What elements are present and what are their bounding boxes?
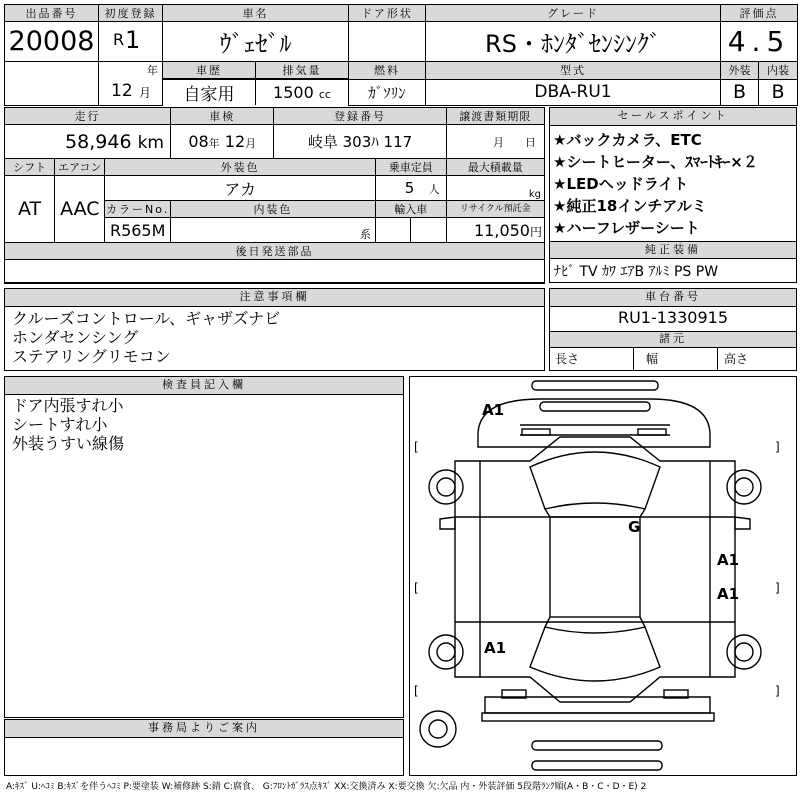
- spare-wheel: [420, 711, 456, 747]
- roof: [550, 517, 640, 617]
- year-num: 1: [125, 26, 141, 54]
- load-label: 最大積載量: [446, 159, 544, 176]
- wheel-front-left: [429, 470, 463, 504]
- month-num: 12: [111, 81, 133, 101]
- score-label: 評価点: [721, 5, 798, 22]
- transfer-label: 譲渡書類期限: [446, 108, 544, 125]
- sales-point-item: ★ハーフレザーシート: [553, 219, 700, 237]
- bracket: ]: [775, 581, 780, 595]
- history: 自家用: [163, 80, 256, 106]
- int-color-unit: 系: [170, 218, 375, 243]
- rear-bumper: [532, 741, 662, 750]
- interior-label: 内装: [759, 62, 798, 80]
- office-label: 事務局よりご案内: [5, 720, 403, 738]
- damage-mark: A1: [484, 639, 507, 657]
- width-label: 幅: [634, 348, 718, 370]
- notes-lines: [7, 309, 280, 366]
- reg-no-label: 登録番号: [274, 108, 446, 125]
- interior-grade: B: [759, 79, 798, 105]
- sales-points-list: [553, 129, 758, 239]
- mileage-cell: [5, 125, 171, 159]
- later-parts-label: 後日発送部品: [5, 243, 545, 260]
- spec-label: 諸元: [550, 331, 796, 348]
- recycle-cell: [446, 218, 544, 243]
- exterior-grade: B: [721, 79, 759, 105]
- model: DBA-RU1: [426, 79, 721, 105]
- header-table: [4, 4, 798, 106]
- mileage: 58,946: [65, 130, 132, 153]
- capacity-label: 乗車定員: [375, 159, 446, 176]
- import-cell: [375, 218, 446, 243]
- bracket: ]: [775, 684, 780, 698]
- transfer-month-unit: 月: [493, 135, 505, 149]
- sales-points-panel: [549, 107, 797, 283]
- sales-point-item: ★シートヒーター、ｽﾏｰﾄｷｰ×２: [553, 153, 758, 171]
- ac: AAC: [55, 176, 105, 243]
- displacement-label: 排気量: [256, 62, 349, 79]
- inspector-line: 外装うすい線傷: [12, 434, 125, 453]
- grade: RS・ﾎﾝﾀﾞｾﾝｼﾝｸﾞ: [426, 22, 721, 62]
- damage-mark: A1: [717, 551, 740, 569]
- vehicle-info-panel: [4, 107, 545, 283]
- bracket: [: [414, 440, 419, 454]
- later-parts-value: [5, 260, 545, 284]
- era: R: [113, 30, 125, 49]
- legend-text: A:ｷｽﾞ U:ﾍｺﾐ B:ｷｽﾞを伴うﾍｺﾐ P:要塗装 W:補修跡 S:錆 C:腐食、 G:ﾌﾛﾝﾄｶﾞﾗｽ点ｷｽﾞ XX:交換済み X:要交換 欠:欠品 内・外装評価 5段階ﾗﾝｸ順(A・B・C・D・E) 2: [6, 782, 647, 792]
- score: 4.5: [721, 22, 798, 62]
- insp-year: 08: [188, 132, 209, 151]
- damage-mark: A1: [717, 585, 740, 603]
- yen-unit: 円: [529, 224, 542, 239]
- month-cell: [99, 79, 163, 105]
- month-unit: 月: [139, 86, 152, 100]
- front-bumper-top: [532, 381, 658, 390]
- car-name: ｳﾞｪｾﾞﾙ: [163, 22, 349, 62]
- fuel: ｶﾞｿﾘﾝ: [349, 79, 426, 105]
- sales-point-item: ★バックカメラ、ETC: [553, 131, 702, 149]
- wheel-front-right: [727, 470, 761, 504]
- cc-unit: cc: [318, 88, 331, 101]
- year-unit: 年: [147, 64, 158, 77]
- transfer-cell: [446, 125, 544, 159]
- wheel-rear-right: [727, 635, 761, 669]
- capacity: 5: [404, 179, 415, 197]
- transfer-day-unit: 日: [525, 135, 536, 149]
- inspection-label: 車検: [170, 108, 273, 125]
- bracket: [: [414, 581, 419, 595]
- shift: AT: [5, 176, 55, 243]
- int-color-label: 内装色: [170, 201, 375, 218]
- inspector-lines: [7, 396, 124, 453]
- damage-mark: G: [628, 518, 641, 536]
- equipment-label: 純正装備: [550, 241, 796, 259]
- history-label: 車歴: [163, 62, 256, 79]
- insp-month-unit: 月: [245, 137, 257, 150]
- model-label: 型式: [426, 62, 721, 80]
- km-unit: km: [137, 132, 164, 153]
- door-label: ドア形状: [349, 5, 426, 22]
- sales-point-item: ★純正18インチアルミ: [553, 197, 707, 215]
- bracket: [: [414, 684, 419, 698]
- left-mirror: [440, 517, 455, 529]
- load-unit: kg: [446, 176, 544, 201]
- exterior-label: 外装: [721, 62, 759, 80]
- rear-glass: [530, 627, 660, 681]
- year-unit-cell: [99, 62, 163, 80]
- notes-label: 注意事項欄: [5, 289, 544, 307]
- ac-label: エアコン: [55, 159, 105, 176]
- ext-color: アカ: [105, 176, 376, 201]
- color-no: R565M: [105, 218, 171, 243]
- grade-label: グレード: [426, 5, 721, 22]
- note-line: ステアリングリモコン: [12, 347, 171, 366]
- lot-no-label: 出品番号: [5, 5, 99, 22]
- body-outline: [455, 437, 735, 702]
- reg-no: 岐阜 303ﾊ 117: [274, 125, 446, 159]
- rear-panel: [485, 697, 710, 713]
- door-value: [349, 22, 426, 62]
- mileage-label: 走行: [5, 108, 171, 125]
- lot-no-blank: [5, 62, 99, 106]
- inspector-line: シートすれ小: [12, 415, 108, 434]
- height-label: 高さ: [724, 352, 749, 366]
- wheel-rear-left: [429, 635, 463, 669]
- fuel-label: 燃料: [349, 62, 426, 80]
- ext-color-label: 外装色: [105, 159, 376, 176]
- car-diagram: [410, 377, 796, 775]
- recycle: 11,050: [474, 220, 530, 240]
- car-name-label: 車名: [163, 5, 349, 22]
- chassis-panel: [549, 288, 797, 371]
- inspector-panel: [4, 376, 404, 718]
- front-nose: [478, 399, 710, 447]
- color-no-label: カラーNo.: [106, 202, 170, 216]
- import-label: 輸入車: [375, 201, 446, 218]
- windshield: [530, 452, 660, 509]
- office-panel: [4, 719, 404, 776]
- sales-points-label: セールスポイント: [550, 108, 796, 126]
- note-line: クルーズコントロール、ギャザズナビ: [12, 309, 281, 328]
- inspection-cell: [170, 125, 273, 159]
- insp-year-unit: 年: [208, 137, 220, 150]
- sales-point-item: ★LEDヘッドライト: [553, 175, 689, 193]
- chassis-number: RU1-1330915: [617, 308, 729, 327]
- displacement: 1500: [273, 83, 314, 102]
- insp-month: 12: [224, 132, 246, 151]
- note-line: ホンダセンシング: [12, 328, 139, 347]
- displacement-cell: [256, 80, 349, 106]
- capacity-unit: 人: [428, 183, 440, 196]
- inspector-line: ドア内張すれ小: [12, 396, 124, 415]
- length-label: 長さ: [550, 348, 634, 370]
- front-bumper: [540, 402, 650, 411]
- damage-mark: A1: [482, 401, 505, 419]
- chassis-label: 車台番号: [550, 289, 796, 307]
- right-mirror: [735, 517, 750, 529]
- shift-label: シフト: [5, 159, 55, 176]
- recycle-label: リサイクル預託金: [446, 201, 544, 218]
- bracket: ]: [775, 440, 780, 454]
- first-reg-year: [99, 22, 163, 62]
- first-reg-label: 初度登録: [99, 5, 163, 22]
- lot-no: 20008: [5, 22, 99, 62]
- car-diagram-panel: [409, 376, 797, 776]
- notes-panel: [4, 288, 545, 371]
- capacity-cell: [375, 176, 446, 201]
- equipment-value: ﾅﾋﾞ TV ｶﾜ ｴｱB ｱﾙﾐ PS PW: [554, 264, 719, 280]
- inspector-label: 検査員記入欄: [5, 377, 403, 395]
